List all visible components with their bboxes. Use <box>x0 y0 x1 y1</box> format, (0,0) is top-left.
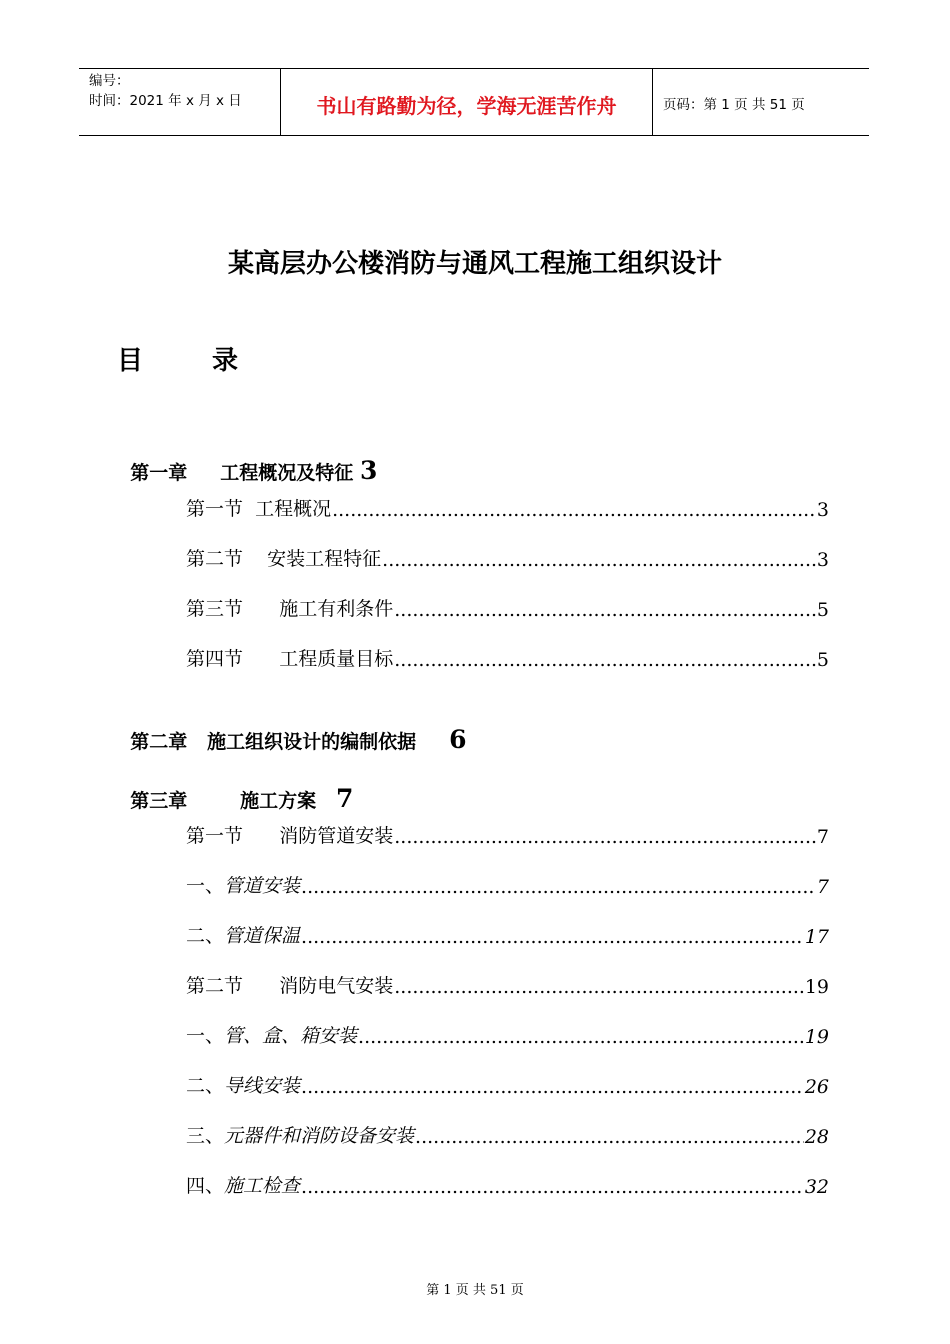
entry-label: 元器件和消防设备安装 <box>224 1125 415 1147</box>
entry-label: 第二节 安装工程特征 <box>186 548 382 570</box>
entry-label: 施工检查 <box>224 1175 301 1197</box>
header-motto-cell <box>281 69 653 135</box>
toc-entry[interactable] <box>186 822 829 848</box>
entry-label: 第三节 施工有利条件 <box>186 598 394 620</box>
entry-page: 5 <box>816 599 829 621</box>
header-page-cell <box>653 69 869 135</box>
toc-entry[interactable] <box>186 972 829 998</box>
header-table <box>79 68 869 136</box>
date-line: 时间：2021 年 x 月 x 日 <box>89 93 242 109</box>
entry-page: 7 <box>816 876 829 898</box>
entry-prefix: 四、 <box>186 1175 225 1197</box>
entry-page: 5 <box>816 649 829 671</box>
entry-label: 第一节 消防管道安装 <box>186 825 394 847</box>
entry-page: 3 <box>816 549 829 571</box>
entry-label: 第一节 工程概况 <box>186 498 332 520</box>
dot-leader <box>382 549 816 571</box>
dot-leader <box>394 649 816 671</box>
toc-entry[interactable] <box>186 872 829 898</box>
entry-prefix: 三、 <box>186 1125 225 1147</box>
entry-label: 导线安装 <box>224 1075 301 1097</box>
entry-label: 管、盒、箱安装 <box>224 1025 358 1047</box>
chapter-page: 6 <box>449 725 467 754</box>
toc-heading: 目 录 <box>117 346 269 376</box>
document-title: 某高层办公楼消防与通风工程施工组织设计 <box>227 249 722 279</box>
entry-label: 管道保温 <box>224 925 301 947</box>
entry-prefix: 二、 <box>186 1075 225 1097</box>
toc-chapter-2[interactable] <box>117 703 467 754</box>
toc-entry[interactable] <box>186 645 829 671</box>
chapter-page: 3 <box>359 456 378 485</box>
entry-prefix: 一、 <box>186 1025 225 1047</box>
toc-chapter-1[interactable] <box>117 434 377 485</box>
entry-label: 第二节 消防电气安装 <box>186 975 394 997</box>
dot-leader <box>394 599 816 621</box>
toc-entry[interactable] <box>186 495 829 521</box>
serial-label: 编号： <box>89 73 130 89</box>
entry-page: 28 <box>804 1126 829 1148</box>
entry-label: 第四节 工程质量目标 <box>186 648 394 670</box>
dot-leader <box>301 926 804 948</box>
entry-page: 19 <box>804 1026 829 1048</box>
entry-page: 7 <box>816 826 829 848</box>
toc-entry[interactable] <box>186 1022 829 1048</box>
chapter-label: 第三章 施工方案 <box>130 790 336 812</box>
toc-entry[interactable] <box>186 545 829 571</box>
dot-leader <box>301 1176 804 1198</box>
page-footer: 第 1 页 共 51 页 <box>426 1283 524 1298</box>
motto-text: 书山有路勤为径，学海无涯苦作舟 <box>316 93 617 118</box>
dot-leader <box>394 826 816 848</box>
entry-page: 19 <box>804 976 829 998</box>
entry-label: 管道安装 <box>224 875 301 897</box>
dot-leader <box>301 1076 804 1098</box>
chapter-label: 第二章 施工组织设计的编制依据 <box>130 731 450 753</box>
header-meta-cell <box>79 69 281 135</box>
dot-leader <box>332 499 816 521</box>
entry-page: 32 <box>804 1176 829 1198</box>
page-info: 页码：第 1 页 共 51 页 <box>663 97 805 113</box>
entry-prefix: 一、 <box>186 875 225 897</box>
entry-page: 3 <box>816 499 829 521</box>
dot-leader <box>301 876 816 898</box>
dot-leader <box>394 976 804 998</box>
dot-leader <box>358 1026 804 1048</box>
toc-entry[interactable] <box>186 1172 829 1198</box>
toc-entry[interactable] <box>186 1072 829 1098</box>
toc-entry[interactable] <box>186 595 829 621</box>
toc-entry[interactable] <box>186 922 829 948</box>
entry-page: 17 <box>804 926 829 948</box>
entry-page: 26 <box>804 1076 829 1098</box>
entry-prefix: 二、 <box>186 925 225 947</box>
chapter-page: 7 <box>336 784 354 813</box>
toc-chapter-3[interactable] <box>117 762 353 813</box>
toc-entry[interactable] <box>186 1122 829 1148</box>
chapter-label: 第一章 工程概况及特征 <box>130 462 360 484</box>
dot-leader <box>415 1126 804 1148</box>
